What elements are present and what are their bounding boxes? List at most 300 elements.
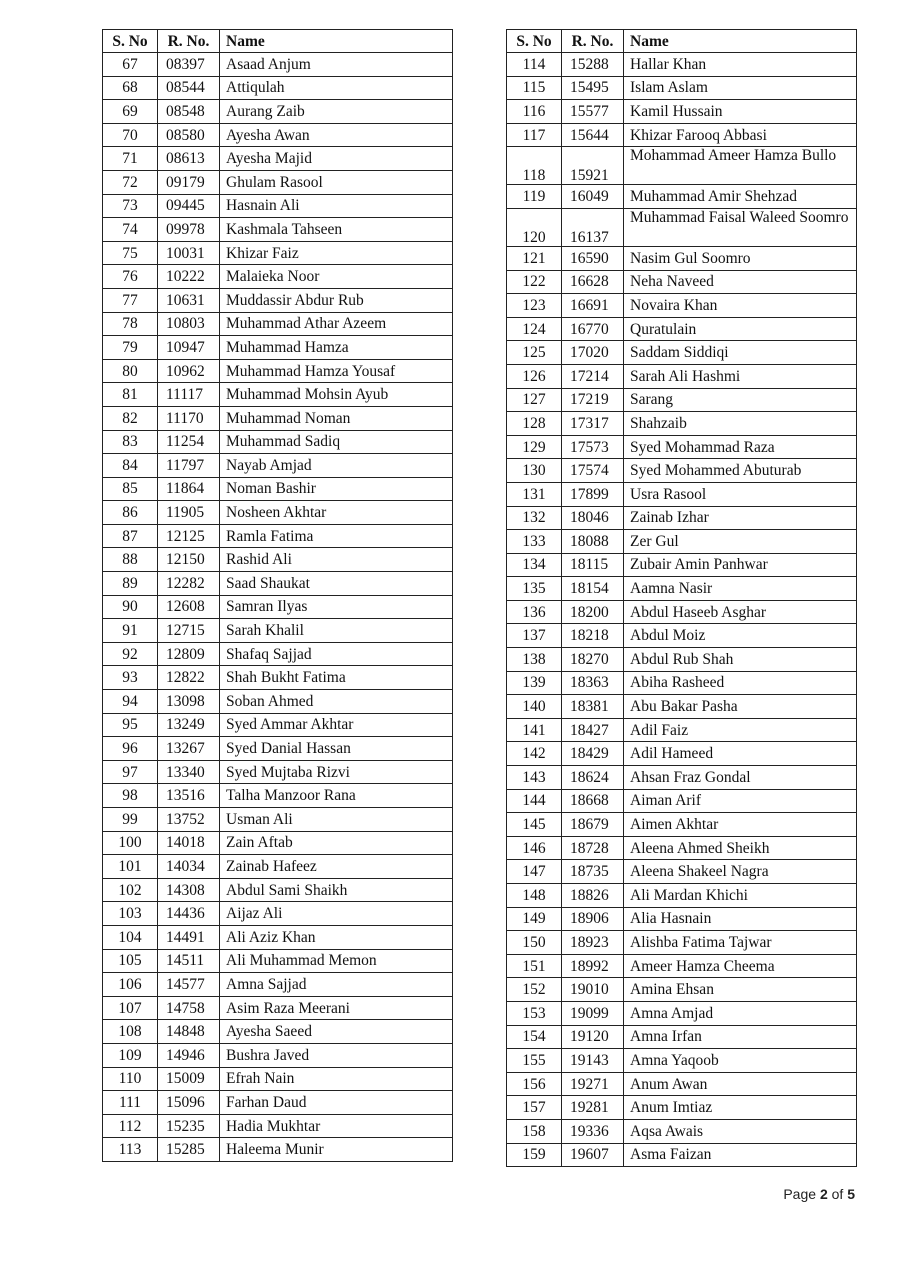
student-name-cell: Kashmala Tahseen	[220, 218, 453, 242]
roll-number-cell: 14491	[158, 925, 220, 949]
roll-number-cell: 11117	[158, 383, 220, 407]
student-name-cell: Malaieka Noor	[220, 265, 453, 289]
table-row	[103, 1020, 453, 1044]
table-row	[103, 1043, 453, 1067]
student-name-cell: Amina Ehsan	[624, 978, 857, 1002]
student-name-cell: Abdul Sami Shaikh	[220, 878, 453, 902]
serial-number-cell: 114	[507, 53, 562, 77]
roll-number-cell: 18826	[562, 884, 624, 908]
roll-number-cell: 11864	[158, 477, 220, 501]
roll-number-cell: 17020	[562, 341, 624, 365]
table-row	[103, 265, 453, 289]
roll-number-cell: 18154	[562, 577, 624, 601]
roll-number-cell: 18923	[562, 931, 624, 955]
roll-number-cell: 12125	[158, 524, 220, 548]
roll-number-cell: 09179	[158, 170, 220, 194]
table-row	[103, 808, 453, 832]
roll-number-cell: 18735	[562, 860, 624, 884]
serial-number-cell: 71	[103, 147, 158, 171]
serial-number-cell: 123	[507, 294, 562, 318]
serial-number-cell: 150	[507, 931, 562, 955]
serial-number-cell: 126	[507, 364, 562, 388]
roll-number-cell: 11254	[158, 430, 220, 454]
table-row	[507, 1025, 857, 1049]
table-row	[103, 454, 453, 478]
roll-number-cell: 10031	[158, 241, 220, 265]
table-row	[103, 878, 453, 902]
student-name-cell: Aijaz Ali	[220, 902, 453, 926]
roll-number-cell: 18088	[562, 530, 624, 554]
roll-number-cell: 14034	[158, 855, 220, 879]
sno-header: S. No	[507, 30, 562, 53]
serial-number-cell: 99	[103, 808, 158, 832]
roll-number-cell: 18270	[562, 648, 624, 672]
serial-number-cell: 121	[507, 246, 562, 270]
student-name-cell: Muhammad Amir Shehzad	[624, 185, 857, 209]
serial-number-cell: 138	[507, 648, 562, 672]
student-name-cell: Alishba Fatima Tajwar	[624, 931, 857, 955]
table-row	[507, 506, 857, 530]
table-row	[507, 270, 857, 294]
serial-number-cell: 110	[103, 1067, 158, 1091]
student-name-cell: Abu Bakar Pasha	[624, 695, 857, 719]
student-name-cell: Ayesha Awan	[220, 123, 453, 147]
serial-number-cell: 117	[507, 123, 562, 147]
table-row	[103, 194, 453, 218]
student-name-cell: Efrah Nain	[220, 1067, 453, 1091]
serial-number-cell: 132	[507, 506, 562, 530]
serial-number-cell: 100	[103, 831, 158, 855]
serial-number-cell: 147	[507, 860, 562, 884]
serial-number-cell: 91	[103, 619, 158, 643]
serial-number-cell: 154	[507, 1025, 562, 1049]
roll-number-cell: 08397	[158, 53, 220, 77]
roll-number-cell: 10947	[158, 336, 220, 360]
serial-number-cell: 69	[103, 100, 158, 124]
table-row	[103, 241, 453, 265]
current-page: 2	[819, 1186, 828, 1202]
roll-number-cell: 17574	[562, 459, 624, 483]
table-row	[507, 246, 857, 270]
roll-number-cell: 11905	[158, 501, 220, 525]
table-row	[103, 1114, 453, 1138]
student-name-cell: Zubair Amin Panhwar	[624, 553, 857, 577]
table-row	[507, 388, 857, 412]
table-row	[103, 572, 453, 596]
roll-number-cell: 13249	[158, 713, 220, 737]
student-name-cell: Ali Mardan Khichi	[624, 884, 857, 908]
table-row	[507, 978, 857, 1002]
serial-number-cell: 140	[507, 695, 562, 719]
student-name-cell: Farhan Daud	[220, 1091, 453, 1115]
roll-number-cell: 17219	[562, 388, 624, 412]
student-name-cell: Muhammad Hamza	[220, 336, 453, 360]
student-name-cell: Islam Aslam	[624, 76, 857, 100]
table-row	[507, 907, 857, 931]
serial-number-cell: 151	[507, 954, 562, 978]
serial-number-cell: 144	[507, 789, 562, 813]
roll-number-cell: 19336	[562, 1119, 624, 1143]
roll-number-cell: 14511	[158, 949, 220, 973]
serial-number-cell: 108	[103, 1020, 158, 1044]
roll-number-cell: 12715	[158, 619, 220, 643]
student-name-cell: Shafaq Sajjad	[220, 642, 453, 666]
serial-number-cell: 112	[103, 1114, 158, 1138]
table-row	[507, 766, 857, 790]
roll-number-cell: 15235	[158, 1114, 220, 1138]
serial-number-cell: 85	[103, 477, 158, 501]
roll-number-cell: 19010	[562, 978, 624, 1002]
serial-number-cell: 143	[507, 766, 562, 790]
serial-number-cell: 137	[507, 624, 562, 648]
student-name-cell: Syed Mujtaba Rizvi	[220, 760, 453, 784]
roll-number-cell: 15495	[562, 76, 624, 100]
name-header: Name	[220, 30, 453, 53]
table-row	[507, 185, 857, 209]
student-name-cell: Abdul Moiz	[624, 624, 857, 648]
roll-number-cell: 11170	[158, 406, 220, 430]
table-row	[103, 477, 453, 501]
student-name-cell: Bushra Javed	[220, 1043, 453, 1067]
student-name-cell: Aimen Akhtar	[624, 813, 857, 837]
table-row	[507, 317, 857, 341]
student-name-cell: Samran Ilyas	[220, 595, 453, 619]
table-row	[103, 902, 453, 926]
rno-header: R. No.	[158, 30, 220, 53]
roll-number-cell: 08544	[158, 76, 220, 100]
table-row	[103, 973, 453, 997]
roll-number-cell: 15577	[562, 100, 624, 124]
serial-number-cell: 128	[507, 412, 562, 436]
serial-number-cell: 119	[507, 185, 562, 209]
serial-number-cell: 157	[507, 1096, 562, 1120]
serial-number-cell: 130	[507, 459, 562, 483]
student-name-cell: Ali Aziz Khan	[220, 925, 453, 949]
serial-number-cell: 116	[507, 100, 562, 124]
roll-number-cell: 18429	[562, 742, 624, 766]
serial-number-cell: 131	[507, 482, 562, 506]
serial-number-cell: 102	[103, 878, 158, 902]
serial-number-cell: 75	[103, 241, 158, 265]
serial-number-cell: 145	[507, 813, 562, 837]
student-name-cell: Usra Rasool	[624, 482, 857, 506]
serial-number-cell: 86	[103, 501, 158, 525]
student-name-cell: Amna Yaqoob	[624, 1049, 857, 1073]
student-name-cell: Aamna Nasir	[624, 577, 857, 601]
student-name-cell: Asaad Anjum	[220, 53, 453, 77]
serial-number-cell: 90	[103, 595, 158, 619]
table-row	[507, 742, 857, 766]
serial-number-cell: 115	[507, 76, 562, 100]
student-name-cell: Khizar Farooq Abbasi	[624, 123, 857, 147]
student-name-cell: Muhammad Sadiq	[220, 430, 453, 454]
student-name-cell: Amna Amjad	[624, 1001, 857, 1025]
serial-number-cell: 101	[103, 855, 158, 879]
table-row	[507, 435, 857, 459]
student-name-cell: Syed Mohammed Abuturab	[624, 459, 857, 483]
serial-number-cell: 103	[103, 902, 158, 926]
roll-number-cell: 18906	[562, 907, 624, 931]
table-row	[507, 123, 857, 147]
serial-number-cell: 153	[507, 1001, 562, 1025]
serial-number-cell: 125	[507, 341, 562, 365]
table-row	[507, 624, 857, 648]
table-row	[103, 595, 453, 619]
table-row	[103, 713, 453, 737]
serial-number-cell: 120	[507, 208, 562, 246]
student-name-cell: Nayab Amjad	[220, 454, 453, 478]
roll-number-cell: 13516	[158, 784, 220, 808]
table-row	[103, 524, 453, 548]
roll-number-cell: 14436	[158, 902, 220, 926]
table-row	[103, 336, 453, 360]
student-name-cell: Quratulain	[624, 317, 857, 341]
roll-number-cell: 09978	[158, 218, 220, 242]
roll-number-cell: 15921	[562, 147, 624, 185]
serial-number-cell: 84	[103, 454, 158, 478]
roll-table-right-body	[507, 53, 857, 1167]
table-row	[103, 949, 453, 973]
roll-number-cell: 18363	[562, 671, 624, 695]
serial-number-cell: 77	[103, 288, 158, 312]
table-row	[507, 813, 857, 837]
table-row	[103, 359, 453, 383]
table-row	[507, 530, 857, 554]
serial-number-cell: 105	[103, 949, 158, 973]
serial-number-cell: 82	[103, 406, 158, 430]
table-row	[103, 53, 453, 77]
serial-number-cell: 129	[507, 435, 562, 459]
student-name-cell: Amna Sajjad	[220, 973, 453, 997]
roll-number-cell: 14308	[158, 878, 220, 902]
student-name-cell: Saad Shaukat	[220, 572, 453, 596]
total-pages: 5	[847, 1186, 855, 1202]
roll-number-cell: 18679	[562, 813, 624, 837]
table-row	[103, 100, 453, 124]
table-row	[507, 884, 857, 908]
roll-number-cell: 17214	[562, 364, 624, 388]
table-row	[103, 784, 453, 808]
table-row	[507, 412, 857, 436]
roll-number-cell: 09445	[158, 194, 220, 218]
roll-number-cell: 16049	[562, 185, 624, 209]
table-row	[103, 430, 453, 454]
student-name-cell: Hasnain Ali	[220, 194, 453, 218]
roll-number-cell: 18624	[562, 766, 624, 790]
table-row	[507, 341, 857, 365]
serial-number-cell: 98	[103, 784, 158, 808]
roll-number-cell: 16628	[562, 270, 624, 294]
table-row	[103, 760, 453, 784]
student-name-cell: Syed Ammar Akhtar	[220, 713, 453, 737]
table-row	[507, 208, 857, 246]
roll-number-cell: 12809	[158, 642, 220, 666]
student-name-cell: Syed Mohammad Raza	[624, 435, 857, 459]
student-name-cell: Saddam Siddiqi	[624, 341, 857, 365]
serial-number-cell: 111	[103, 1091, 158, 1115]
roll-number-cell: 08548	[158, 100, 220, 124]
serial-number-cell: 158	[507, 1119, 562, 1143]
table-row	[507, 459, 857, 483]
serial-number-cell: 81	[103, 383, 158, 407]
student-name-cell: Aurang Zaib	[220, 100, 453, 124]
roll-number-cell: 14577	[158, 973, 220, 997]
roll-number-cell: 17317	[562, 412, 624, 436]
student-name-cell: Muhammad Hamza Yousaf	[220, 359, 453, 383]
student-name-cell: Neha Naveed	[624, 270, 857, 294]
roll-number-cell: 10631	[158, 288, 220, 312]
roll-number-cell: 10803	[158, 312, 220, 336]
table-row	[103, 548, 453, 572]
student-name-cell: Abiha Rasheed	[624, 671, 857, 695]
table-row	[507, 294, 857, 318]
roll-number-cell: 15009	[158, 1067, 220, 1091]
header-row	[507, 30, 857, 53]
table-row	[103, 925, 453, 949]
serial-number-cell: 142	[507, 742, 562, 766]
student-name-cell: Aiman Arif	[624, 789, 857, 813]
table-row	[507, 836, 857, 860]
roll-number-cell: 13098	[158, 690, 220, 714]
roll-number-cell: 08613	[158, 147, 220, 171]
table-row	[507, 76, 857, 100]
student-name-cell: Anum Awan	[624, 1072, 857, 1096]
table-row	[507, 1143, 857, 1167]
student-name-cell: Sarah Ali Hashmi	[624, 364, 857, 388]
roll-number-cell: 16691	[562, 294, 624, 318]
student-name-cell: Sarang	[624, 388, 857, 412]
student-name-cell: Aqsa Awais	[624, 1119, 857, 1143]
student-name-cell: Adil Faiz	[624, 718, 857, 742]
roll-number-cell: 12150	[158, 548, 220, 572]
roll-number-cell: 19607	[562, 1143, 624, 1167]
student-name-cell: Muhammad Mohsin Ayub	[220, 383, 453, 407]
student-name-cell: Usman Ali	[220, 808, 453, 832]
student-name-cell: Hallar Khan	[624, 53, 857, 77]
roll-number-cell: 15288	[562, 53, 624, 77]
roll-number-cell: 18427	[562, 718, 624, 742]
roll-number-cell: 16137	[562, 208, 624, 246]
table-row	[103, 642, 453, 666]
serial-number-cell: 127	[507, 388, 562, 412]
roll-number-cell: 15285	[158, 1138, 220, 1162]
serial-number-cell: 155	[507, 1049, 562, 1073]
student-name-cell: Abdul Haseeb Asghar	[624, 600, 857, 624]
roll-number-cell: 13340	[158, 760, 220, 784]
student-name-cell: Muhammad Faisal Waleed Soomro	[624, 208, 857, 246]
student-name-cell: Muhammad Athar Azeem	[220, 312, 453, 336]
table-row	[507, 53, 857, 77]
roll-number-cell: 12608	[158, 595, 220, 619]
roll-number-cell: 17573	[562, 435, 624, 459]
roll-number-cell: 19143	[562, 1049, 624, 1073]
serial-number-cell: 122	[507, 270, 562, 294]
student-name-cell: Amna Irfan	[624, 1025, 857, 1049]
roll-number-cell: 16590	[562, 246, 624, 270]
serial-number-cell: 152	[507, 978, 562, 1002]
roll-number-cell: 15644	[562, 123, 624, 147]
serial-number-cell: 156	[507, 1072, 562, 1096]
table-row	[103, 406, 453, 430]
table-row	[507, 695, 857, 719]
student-name-cell: Ayesha Saeed	[220, 1020, 453, 1044]
roll-number-cell: 18115	[562, 553, 624, 577]
table-row	[507, 482, 857, 506]
table-row	[103, 501, 453, 525]
serial-number-cell: 113	[103, 1138, 158, 1162]
table-row	[507, 671, 857, 695]
roll-number-cell: 19120	[562, 1025, 624, 1049]
table-row	[103, 1067, 453, 1091]
student-name-cell: Zer Gul	[624, 530, 857, 554]
serial-number-cell: 149	[507, 907, 562, 931]
serial-number-cell: 74	[103, 218, 158, 242]
table-row	[103, 855, 453, 879]
serial-number-cell: 135	[507, 577, 562, 601]
serial-number-cell: 136	[507, 600, 562, 624]
table-row	[103, 1138, 453, 1162]
serial-number-cell: 97	[103, 760, 158, 784]
serial-number-cell: 109	[103, 1043, 158, 1067]
roll-table-right	[506, 29, 857, 1167]
serial-number-cell: 148	[507, 884, 562, 908]
roll-number-cell: 10222	[158, 265, 220, 289]
serial-number-cell: 118	[507, 147, 562, 185]
table-row	[507, 1119, 857, 1143]
page-number	[783, 1186, 855, 1202]
serial-number-cell: 146	[507, 836, 562, 860]
student-name-cell: Sarah Khalil	[220, 619, 453, 643]
table-row	[103, 831, 453, 855]
roll-number-cell: 08580	[158, 123, 220, 147]
table-row	[507, 600, 857, 624]
roll-number-cell: 18728	[562, 836, 624, 860]
serial-number-cell: 88	[103, 548, 158, 572]
table-row	[507, 648, 857, 672]
roll-number-cell: 19281	[562, 1096, 624, 1120]
table-row	[507, 1001, 857, 1025]
table-row	[103, 737, 453, 761]
page-of: of	[827, 1186, 848, 1202]
serial-number-cell: 93	[103, 666, 158, 690]
roll-number-cell: 14758	[158, 996, 220, 1020]
student-name-cell: Mohammad Ameer Hamza Bullo	[624, 147, 857, 185]
serial-number-cell: 106	[103, 973, 158, 997]
student-name-cell: Alia Hasnain	[624, 907, 857, 931]
student-name-cell: Khizar Faiz	[220, 241, 453, 265]
serial-number-cell: 76	[103, 265, 158, 289]
table-row	[103, 170, 453, 194]
roll-number-cell: 18200	[562, 600, 624, 624]
student-name-cell: Anum Imtiaz	[624, 1096, 857, 1120]
serial-number-cell: 67	[103, 53, 158, 77]
roll-number-cell: 14946	[158, 1043, 220, 1067]
serial-number-cell: 73	[103, 194, 158, 218]
roll-number-cell: 18218	[562, 624, 624, 648]
table-row	[103, 619, 453, 643]
student-name-cell: Ayesha Majid	[220, 147, 453, 171]
table-row	[103, 383, 453, 407]
student-name-cell: Muddassir Abdur Rub	[220, 288, 453, 312]
serial-number-cell: 107	[103, 996, 158, 1020]
table-row	[507, 364, 857, 388]
serial-number-cell: 104	[103, 925, 158, 949]
serial-number-cell: 133	[507, 530, 562, 554]
rno-header: R. No.	[562, 30, 624, 53]
serial-number-cell: 78	[103, 312, 158, 336]
serial-number-cell: 80	[103, 359, 158, 383]
student-name-cell: Ali Muhammad Memon	[220, 949, 453, 973]
